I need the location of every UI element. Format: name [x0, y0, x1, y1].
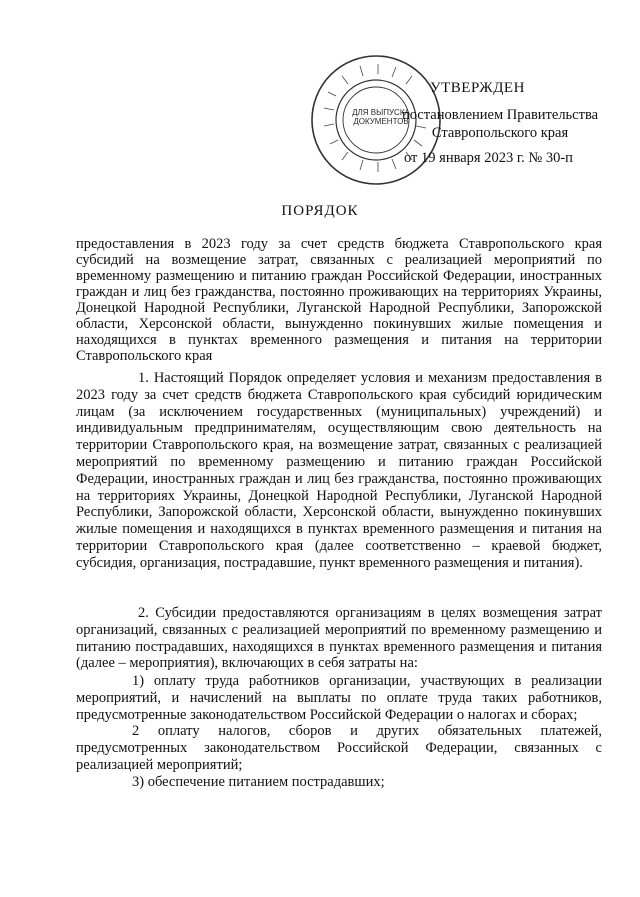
list-item: 2 оплату налогов, сборов и других обязательных платежей, предусмотренных законодательством Российской Федерации, связанных с реализацией мероприятий; — [76, 723, 602, 773]
list-item: 3) обеспечение питанием пострадавших; — [132, 773, 385, 790]
approved-label: УТВЕРЖДЕН — [430, 80, 525, 96]
resolution-date: от 19 января 2023 г. № 30-п — [404, 150, 573, 166]
resolution-line-1: постановлением Правительства — [401, 107, 599, 123]
resolution-block — [380, 106, 620, 142]
paragraph-1: 1. Настоящий Порядок определяет условия и механизм предоставления в 2023 году за счет средств бюджета Ставропольского края субсидий юридическим лицам (за исключением государственных (муниципальных) учреждений) и индивидуальным предпринимателям, осуществляющим свою деятельность на территории Ставропольского края, на возмещение затрат, связанных с реализацией мероприятий по временному размещению и питанию граждан Российской Федерации, иностранных граждан и лиц без гражданства, постоянно проживающих на территориях Украины, Донецкой Народной Республики, Луганской Народной Республики, Запорожской области, Херсонской области, вынужденно покинувших жилые помещения и находящихся в пунктах временного размещения и питания на территории Ставропольского края (далее соответственно – краевой бюджет, субсидия, организация, пострадавшие, пункт временного размещения и питания). — [76, 370, 602, 571]
list-item: 1) оплату труда работников организации, участвующих в реализации мероприятий, и начислений на выплаты по оплате труда таких работников, предусмотренные законодательством Российской Федерации о налогах и сборах; — [76, 673, 602, 723]
document-subtitle: предоставления в 2023 году за счет средств бюджета Ставропольского края субсидий на возмещение затрат, связанных с реализацией мероприятий по временному размещению и питанию граждан Российской Федерации, иностранных граждан и лиц без гражданства, постоянно проживающих на территориях Украины, Донецкой Народной Республики, Луганской Народной Республики, Запорожской области, Херсонской области, вынужденно покинувших жилые помещения и находящихся в пунктах временного размещения и питания на территории Ставропольского края — [76, 236, 602, 364]
paragraph-2: 2. Субсидии предоставляются организациям в целях возмещения затрат организаций, связанных с реализацией мероприятий по временному размещению и питанию пострадавших, находящихся в пунктах временного размещения и питания (далее – мероприятия), включающих в себя затраты на: — [76, 605, 602, 672]
document-title: ПОРЯДОК — [281, 203, 359, 219]
resolution-line-2: Ставропольского края — [431, 125, 569, 141]
stamp-center-text: ДЛЯ ВЫПУСКА ДОКУМЕНТОВ — [352, 108, 410, 126]
cost-items-list — [76, 673, 602, 791]
